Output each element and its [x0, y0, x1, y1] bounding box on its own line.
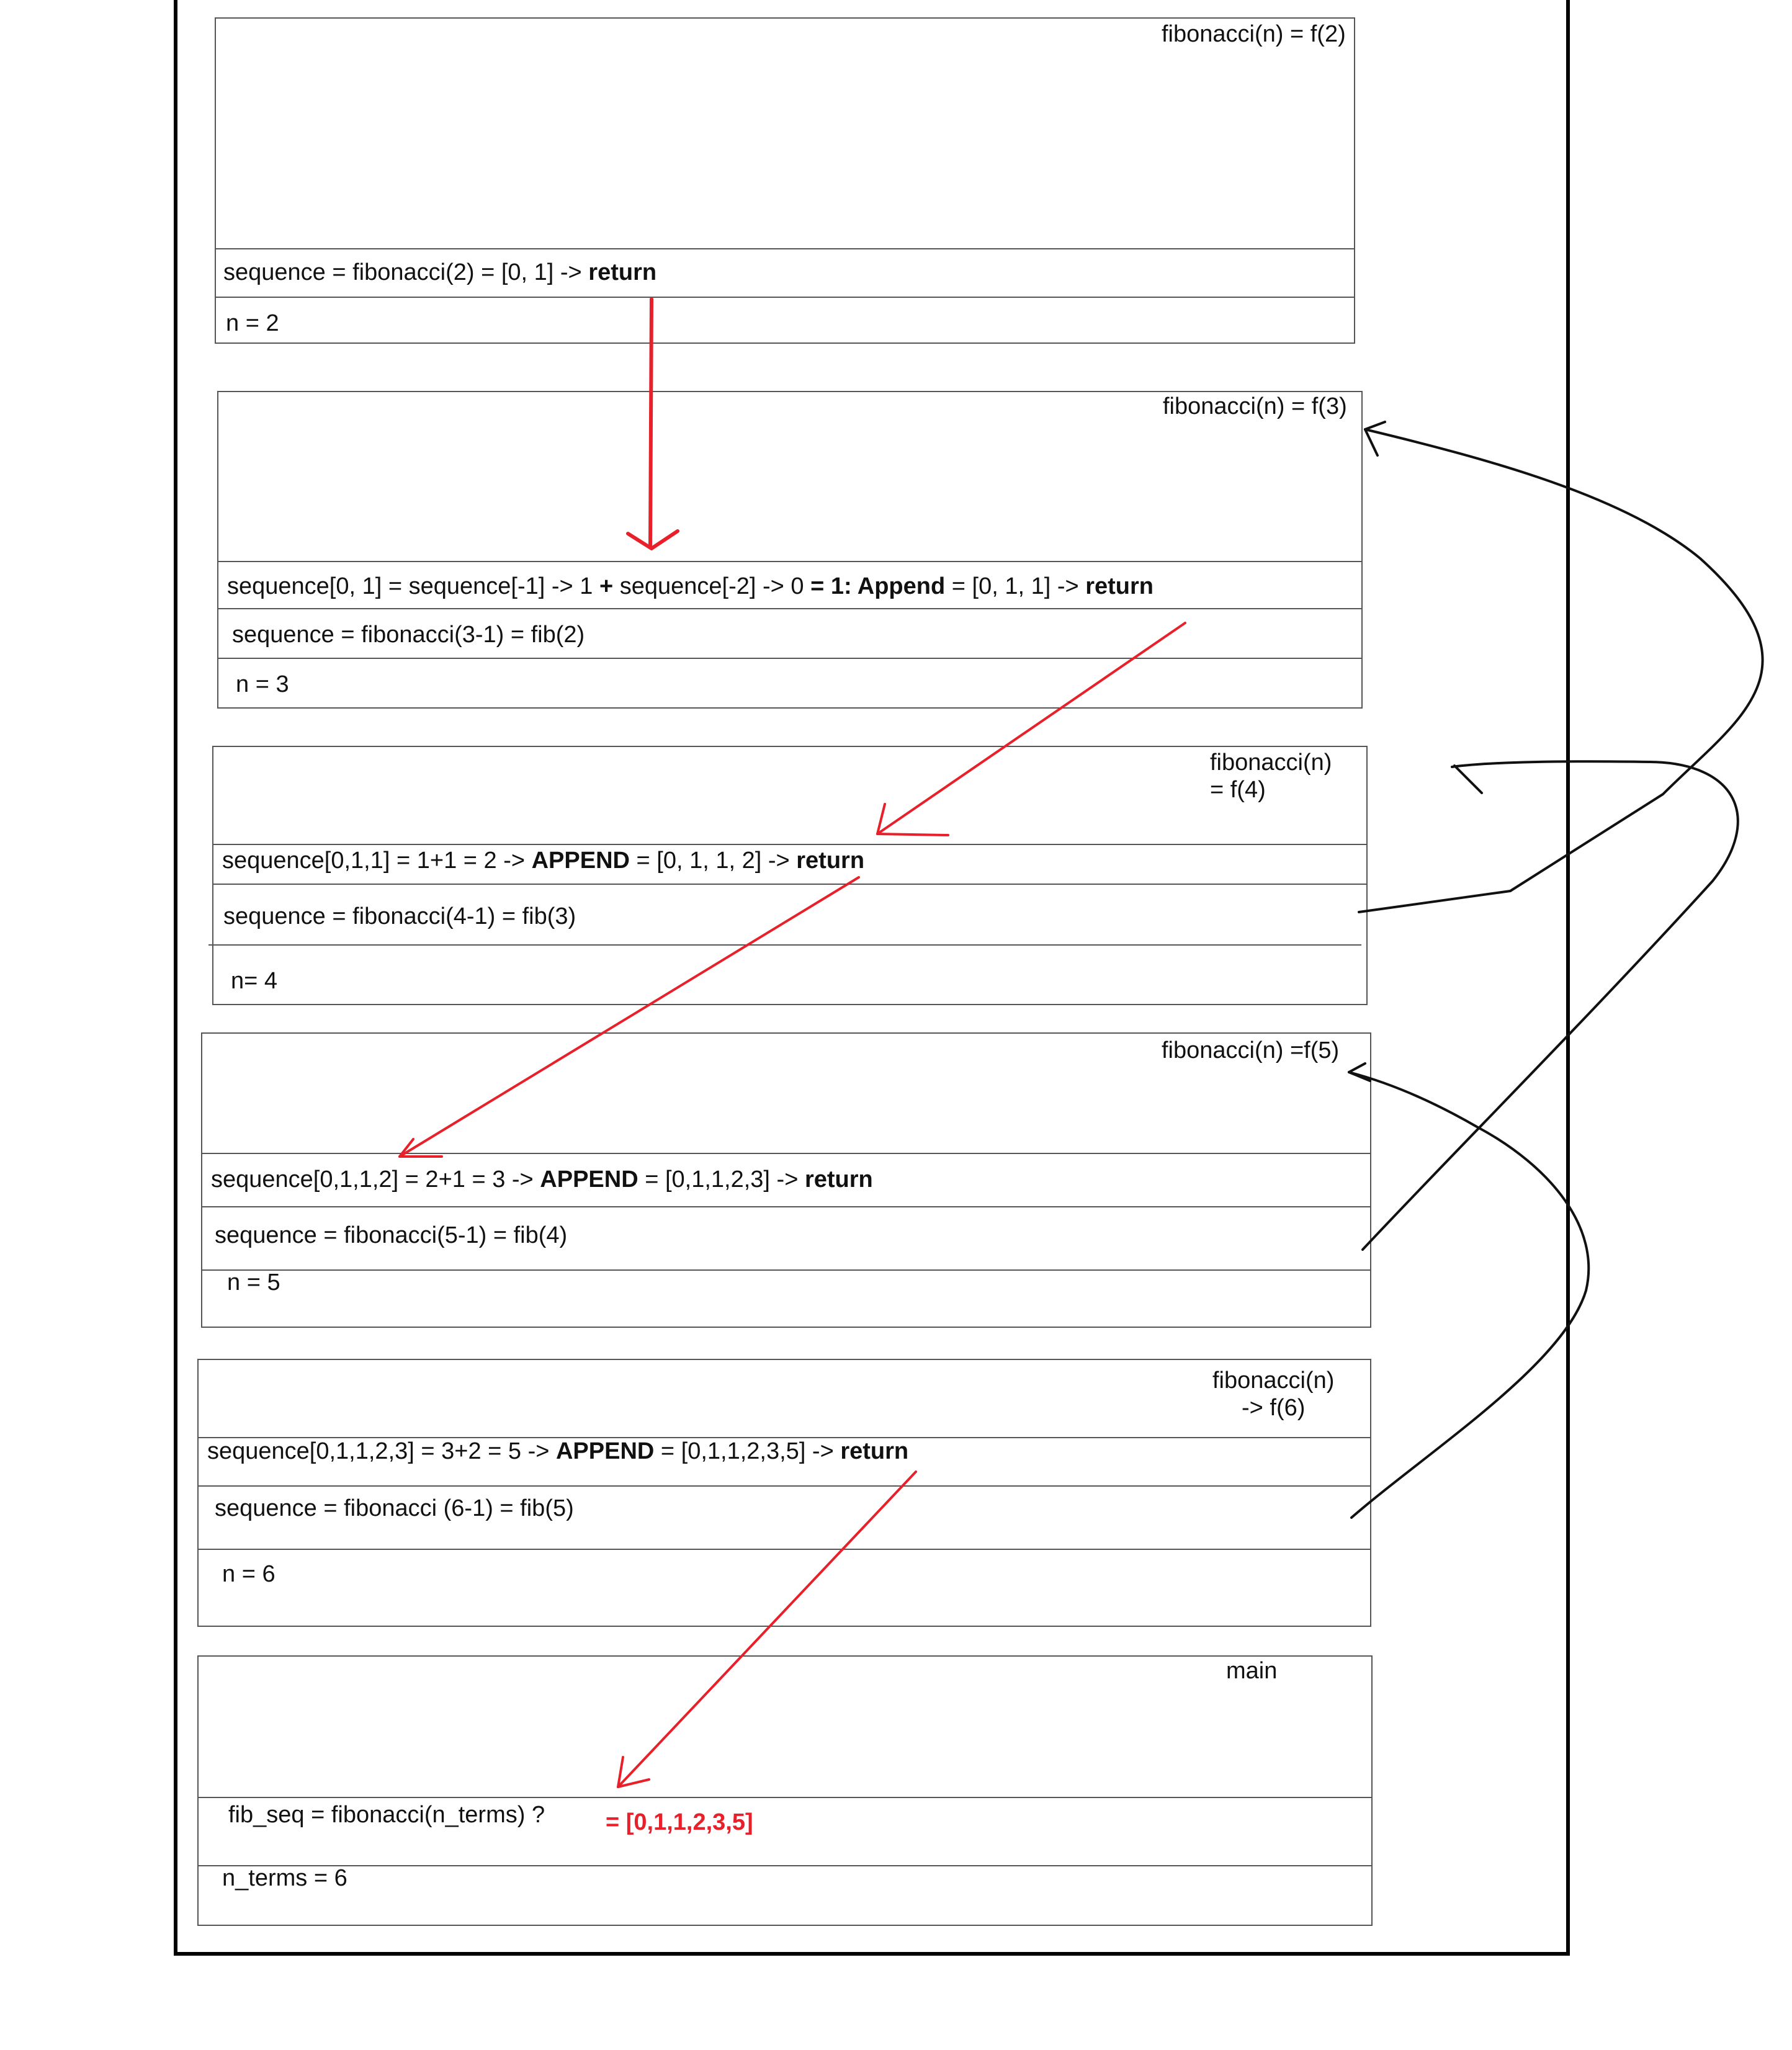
frame-main: [197, 1655, 1373, 1926]
sequence-row: [222, 848, 864, 875]
frame-title: [1212, 1367, 1334, 1421]
sequence-text: = [0, 1, 1, 2] ->: [629, 848, 797, 874]
n-row: n = 6: [222, 1561, 276, 1587]
sequence-text: = [0, 1, 1] ->: [945, 573, 1086, 599]
sequence-text: sequence[0, 1] = sequence[-1] -> 1: [227, 573, 599, 599]
row-divider: [202, 1153, 1370, 1154]
append-keyword: APPEND: [555, 1438, 655, 1464]
row-divider: [218, 608, 1361, 609]
sequence-text: sequence[0,1,1,2,3] = 3+2 = 5 ->: [207, 1438, 556, 1464]
frame-f2: [215, 17, 1355, 344]
row-divider: [199, 1549, 1370, 1550]
frame-f4: [212, 746, 1368, 1005]
n-row: n= 4: [231, 968, 278, 994]
plus-sign: +: [599, 573, 614, 599]
frame-title-line: fibonacci(n): [1212, 1367, 1335, 1394]
call-row: sequence = fibonacci(4-1) = fib(3): [223, 903, 576, 929]
n-row: n = 3: [236, 671, 289, 697]
row-divider: [218, 658, 1361, 659]
row-divider: [216, 248, 1354, 249]
n-terms-row: n_terms = 6: [222, 1865, 347, 1891]
call-row: sequence = fibonacci(3-1) = fib(2): [232, 622, 585, 648]
sequence-row: [211, 1166, 873, 1194]
frame-title: fibonacci(n) =f(5): [1162, 1037, 1340, 1063]
frame-title: main: [1226, 1658, 1278, 1684]
row-divider: [199, 1485, 1370, 1487]
row-divider: [218, 561, 1361, 562]
append-keyword: APPEND: [531, 848, 630, 874]
n-row: n = 2: [226, 310, 279, 336]
row-divider: [202, 1206, 1370, 1207]
sequence-text: sequence = fibonacci(2) = [0, 1] ->: [223, 259, 589, 285]
row-divider: [213, 844, 1366, 845]
result-value: = [0,1,1,2,3,5]: [606, 1809, 753, 1835]
return-keyword: return: [1085, 573, 1154, 599]
sequence-text: sequence[0,1,1] = 1+1 = 2 ->: [222, 848, 532, 874]
row-divider: [199, 1865, 1371, 1866]
sequence-row: [227, 573, 1154, 601]
frame-title: [1210, 750, 1332, 803]
row-divider: [208, 944, 1361, 946]
frame-title-line: = f(4): [1210, 776, 1266, 803]
frame-title-line: -> f(6): [1242, 1394, 1306, 1421]
sequence-row: [207, 1438, 908, 1466]
frame-title-line: fibonacci(n): [1210, 750, 1332, 776]
sequence-row: [223, 259, 656, 287]
n-row: n = 5: [227, 1269, 280, 1296]
frame-title: fibonacci(n) = f(2): [1162, 21, 1346, 47]
return-keyword: return: [796, 848, 865, 874]
sequence-text: sequence[0,1,1,2] = 2+1 = 3 ->: [211, 1166, 540, 1193]
call-row: sequence = fibonacci (6-1) = fib(5): [215, 1495, 574, 1521]
return-keyword: return: [804, 1166, 873, 1193]
sequence-text: sequence[-2] -> 0: [613, 573, 811, 599]
assignment-row: fib_seq = fibonacci(n_terms) ?: [228, 1802, 545, 1828]
append-keyword: APPEND: [540, 1166, 638, 1193]
row-divider: [199, 1797, 1371, 1798]
append-keyword: = 1: Append: [810, 573, 946, 599]
frame-title: fibonacci(n) = f(3): [1163, 393, 1347, 419]
sequence-text: = [0,1,1,2,3,5] ->: [654, 1438, 841, 1464]
return-keyword: return: [840, 1438, 909, 1464]
row-divider: [216, 297, 1354, 298]
call-row: sequence = fibonacci(5-1) = fib(4): [215, 1222, 568, 1248]
row-divider: [213, 884, 1366, 885]
return-keyword: return: [588, 259, 657, 285]
row-divider: [202, 1269, 1370, 1271]
frame-f6: [197, 1359, 1371, 1627]
sequence-text: = [0,1,1,2,3] ->: [638, 1166, 805, 1193]
frame-f5: [201, 1032, 1371, 1328]
frame-f3: [217, 391, 1363, 709]
